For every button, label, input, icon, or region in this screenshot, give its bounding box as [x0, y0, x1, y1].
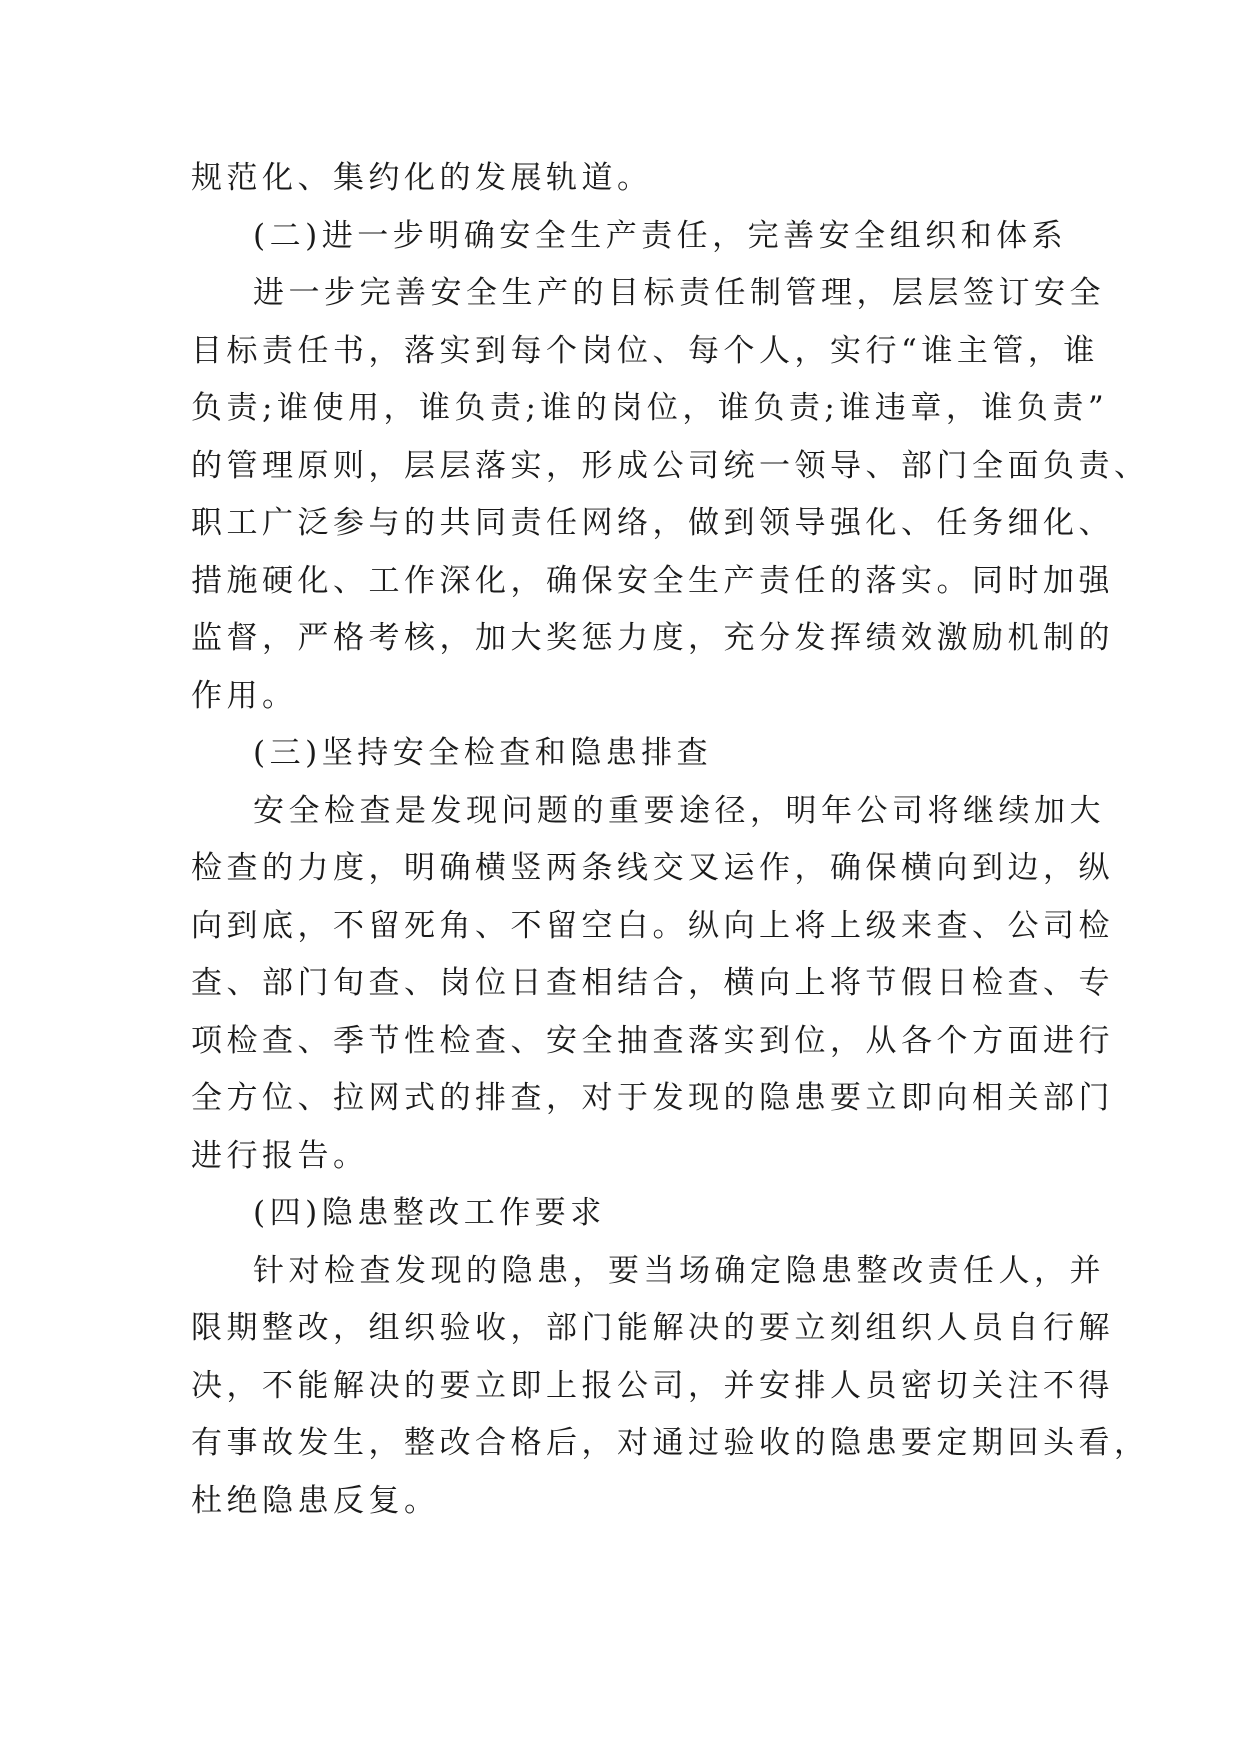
paragraph-line: 负责;谁使用，谁负责;谁的岗位，谁负责;谁违章，谁负责” [191, 390, 1109, 426]
paragraph-line: 作用。 [191, 677, 298, 714]
paragraph-line: 的管理原则，层层落实，形成公司统一领导、部门全面负责、 [191, 447, 1150, 484]
paragraph-line: 针对检查发现的隐患，要当场确定隐患整改责任人，并 [253, 1252, 1105, 1289]
section-heading-4: (四)隐患整改工作要求 [253, 1195, 606, 1231]
paragraph-line: 限期整改，组织验收，部门能解决的要立刻组织人员自行解 [191, 1310, 1114, 1346]
paragraph-line: 决，不能解决的要立即上报公司，并安排人员密切关注不得 [191, 1367, 1114, 1404]
paragraph-line: 检查的力度，明确横竖两条线交叉运作，确保横向到边，纵 [191, 850, 1114, 886]
paragraph-line: 杜绝隐患反复。 [191, 1482, 440, 1519]
paragraph-line: 目标责任书，落实到每个岗位、每个人，实行“谁主管，谁 [191, 332, 1099, 369]
section-heading-2: (二)进一步明确安全生产责任，完善安全组织和体系 [253, 217, 1068, 254]
paragraph-line: 项检查、季节性检查、安全抽查落实到位，从各个方面进行 [191, 1022, 1114, 1059]
paragraph-line: 进一步完善安全生产的目标责任制管理，层层签订安全 [253, 275, 1105, 311]
paragraph-line: 进行报告。 [191, 1137, 369, 1174]
paragraph-line: 查、部门旬查、岗位日查相结合，横向上将节假日检查、专 [191, 965, 1114, 1001]
document-body [191, 150, 1150, 1530]
paragraph-line: 措施硬化、工作深化，确保安全生产责任的落实。同时加强 [191, 562, 1114, 599]
paragraph-line: 监督，严格考核，加大奖惩力度，充分发挥绩效激励机制的 [191, 620, 1114, 656]
paragraph-line: 职工广泛参与的共同责任网络，做到领导强化、任务细化、 [191, 505, 1114, 541]
paragraph-line: 全方位、拉网式的排查，对于发现的隐患要立即向相关部门 [191, 1080, 1114, 1116]
paragraph-line: 有事故发生，整改合格后，对通过验收的隐患要定期回头看， [191, 1425, 1150, 1461]
paragraph-line: 安全检查是发现问题的重要途径，明年公司将继续加大 [253, 792, 1105, 829]
paragraph-line: 向到底，不留死角、不留空白。纵向上将上级来查、公司检 [191, 907, 1114, 944]
paragraph-line: 规范化、集约化的发展轨道。 [191, 160, 653, 196]
section-heading-3: (三)坚持安全检查和隐患排查 [253, 735, 713, 771]
